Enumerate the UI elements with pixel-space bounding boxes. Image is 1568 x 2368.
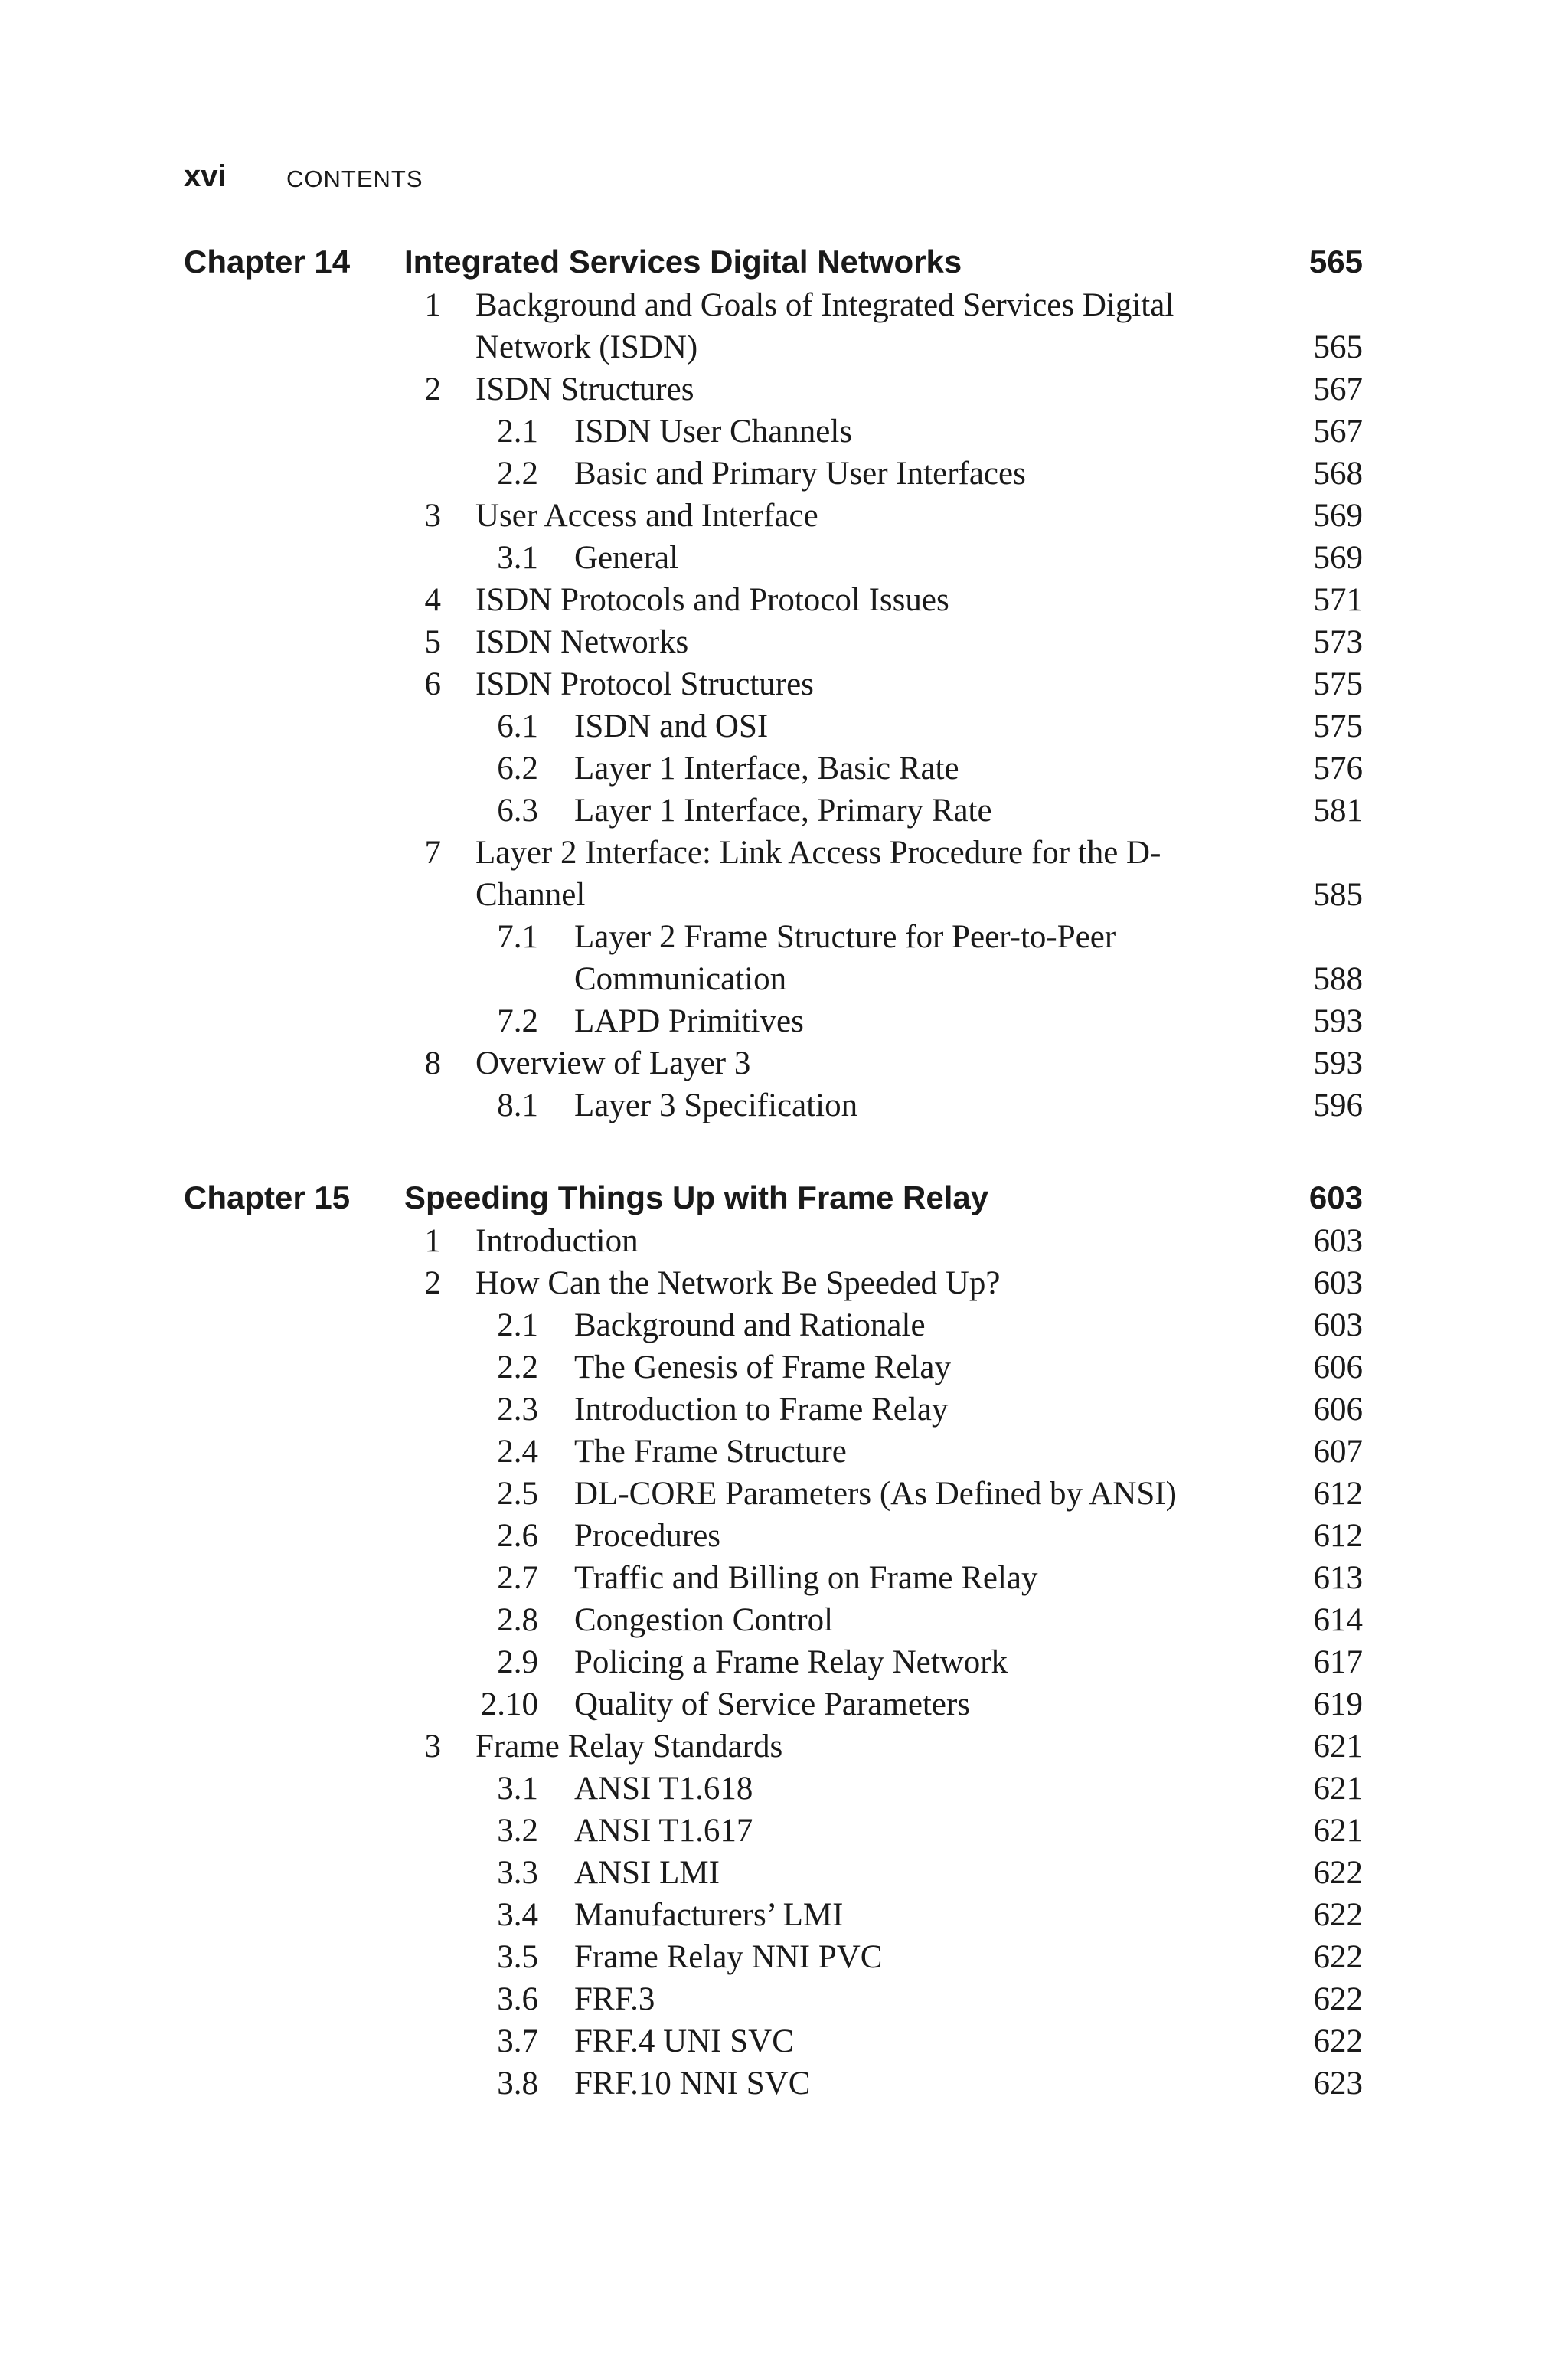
section-title: Layer 2 Frame Structure for Peer-to-Peer Communication bbox=[574, 919, 1116, 997]
toc-entry bbox=[0, 790, 1568, 832]
section-title: How Can the Network Be Speeded Up? bbox=[475, 1265, 1001, 1301]
section-page-number: 607 bbox=[1313, 1434, 1363, 1470]
section-number: 2 bbox=[424, 371, 441, 407]
section-page-number: 569 bbox=[1313, 498, 1363, 534]
toc-entry bbox=[0, 1084, 1568, 1127]
section-number: 2.9 bbox=[497, 1644, 538, 1680]
section-page-number: 603 bbox=[1313, 1307, 1363, 1343]
toc-entry bbox=[0, 1000, 1568, 1042]
section-page-number: 593 bbox=[1313, 1003, 1363, 1039]
section-page-number: 622 bbox=[1313, 1939, 1363, 1975]
chapter-heading bbox=[0, 240, 1568, 284]
toc-entry bbox=[0, 1346, 1568, 1388]
toc-entry bbox=[0, 495, 1568, 537]
section-number: 2.8 bbox=[497, 1602, 538, 1638]
section-page-number: 596 bbox=[1313, 1088, 1363, 1123]
section-number: 3.3 bbox=[497, 1855, 538, 1891]
section-number: 1 bbox=[424, 287, 441, 323]
toc-entry bbox=[0, 579, 1568, 621]
toc-entry bbox=[0, 368, 1568, 410]
section-title: DL-CORE Parameters (As Defined by ANSI) bbox=[574, 1476, 1177, 1512]
section-title: ANSI LMI bbox=[574, 1855, 720, 1891]
section-title: The Genesis of Frame Relay bbox=[574, 1349, 951, 1385]
section-title: ISDN Networks bbox=[475, 624, 689, 660]
section-title: Background and Rationale bbox=[574, 1307, 926, 1343]
section-number: 8.1 bbox=[497, 1088, 538, 1123]
section-number: 5 bbox=[424, 624, 441, 660]
section-title: Overview of Layer 3 bbox=[475, 1045, 751, 1081]
section-page-number: 622 bbox=[1313, 1855, 1363, 1891]
toc-entry bbox=[0, 832, 1568, 916]
toc-entry bbox=[0, 1768, 1568, 1810]
section-page-number: 569 bbox=[1313, 540, 1363, 576]
chapter-15-section bbox=[0, 1176, 1568, 2105]
toc-entry-list bbox=[0, 284, 1568, 1127]
toc-entry bbox=[0, 453, 1568, 495]
section-page-number: 565 bbox=[1313, 329, 1363, 365]
section-number: 6 bbox=[424, 666, 441, 702]
section-title: Introduction to Frame Relay bbox=[574, 1392, 949, 1428]
section-title: Quality of Service Parameters bbox=[574, 1686, 971, 1722]
chapter-heading bbox=[0, 1176, 1568, 1220]
section-number: 8 bbox=[424, 1045, 441, 1081]
toc-entry bbox=[0, 621, 1568, 663]
section-number: 3.6 bbox=[497, 1981, 538, 2017]
section-number: 6.3 bbox=[497, 793, 538, 829]
section-number: 3.4 bbox=[497, 1897, 538, 1933]
section-number: 3.7 bbox=[497, 2023, 538, 2059]
section-number: 2.6 bbox=[497, 1518, 538, 1554]
chapter-14-section bbox=[0, 240, 1568, 1127]
section-page-number: 568 bbox=[1313, 456, 1363, 492]
section-title: Frame Relay Standards bbox=[475, 1729, 783, 1765]
section-title: Policing a Frame Relay Network bbox=[574, 1644, 1008, 1680]
section-number: 3 bbox=[424, 498, 441, 534]
section-page-number: 622 bbox=[1313, 1897, 1363, 1933]
section-title: ISDN and OSI bbox=[574, 708, 769, 744]
toc-entry bbox=[0, 1725, 1568, 1768]
toc-entry bbox=[0, 1042, 1568, 1084]
section-title: ANSI T1.617 bbox=[574, 1813, 753, 1849]
toc-entry bbox=[0, 2020, 1568, 2062]
section-title: ISDN Structures bbox=[475, 371, 694, 407]
section-title: Layer 3 Specification bbox=[574, 1088, 858, 1123]
section-title: Introduction bbox=[475, 1223, 639, 1259]
section-number: 3.1 bbox=[497, 1771, 538, 1807]
page-number: xvi bbox=[184, 159, 227, 193]
section-title: Layer 1 Interface, Basic Rate bbox=[574, 751, 959, 787]
section-page-number: 585 bbox=[1313, 877, 1363, 913]
toc-entry bbox=[0, 1641, 1568, 1683]
section-title: Traffic and Billing on Frame Relay bbox=[574, 1560, 1038, 1596]
section-page-number: 575 bbox=[1313, 708, 1363, 744]
section-title: The Frame Structure bbox=[574, 1434, 847, 1470]
section-number: 2.2 bbox=[497, 456, 538, 492]
section-page-number: 571 bbox=[1313, 582, 1363, 618]
section-title: Layer 2 Interface: Link Access Procedure for the D-Channel bbox=[475, 835, 1161, 913]
section-page-number: 588 bbox=[1313, 961, 1363, 997]
section-number: 2.5 bbox=[497, 1476, 538, 1512]
toc-entry bbox=[0, 1978, 1568, 2020]
section-page-number: 567 bbox=[1313, 371, 1363, 407]
toc-entry bbox=[0, 1683, 1568, 1725]
section-number: 1 bbox=[424, 1223, 441, 1259]
section-number: 7.2 bbox=[497, 1003, 538, 1039]
section-number: 7 bbox=[424, 835, 441, 871]
section-page-number: 623 bbox=[1313, 2065, 1363, 2101]
section-number: 3.1 bbox=[497, 540, 538, 576]
section-page-number: 575 bbox=[1313, 666, 1363, 702]
section-page-number: 621 bbox=[1313, 1813, 1363, 1849]
toc-entry bbox=[0, 916, 1568, 1000]
section-page-number: 606 bbox=[1313, 1392, 1363, 1428]
section-page-number: 593 bbox=[1313, 1045, 1363, 1081]
section-title: General bbox=[574, 540, 679, 576]
section-title: Manufacturers’ LMI bbox=[574, 1897, 844, 1933]
toc-entry bbox=[0, 410, 1568, 453]
toc-entry bbox=[0, 1515, 1568, 1557]
section-title: ISDN Protocol Structures bbox=[475, 666, 814, 702]
section-title: ISDN User Channels bbox=[574, 414, 853, 450]
toc-entry-list bbox=[0, 1220, 1568, 2105]
toc-entry bbox=[0, 284, 1568, 368]
section-page-number: 613 bbox=[1313, 1560, 1363, 1596]
section-title: User Access and Interface bbox=[475, 498, 818, 534]
section-title: Background and Goals of Integrated Services Digital Network (ISDN) bbox=[475, 287, 1174, 365]
section-page-number: 622 bbox=[1313, 2023, 1363, 2059]
section-page-number: 603 bbox=[1313, 1223, 1363, 1259]
section-page-number: 619 bbox=[1313, 1686, 1363, 1722]
section-title: Layer 1 Interface, Primary Rate bbox=[574, 793, 992, 829]
section-title: Basic and Primary User Interfaces bbox=[574, 456, 1026, 492]
toc-entry bbox=[0, 1936, 1568, 1978]
toc-entry bbox=[0, 1557, 1568, 1599]
section-number: 2.2 bbox=[497, 1349, 538, 1385]
section-title: LAPD Primitives bbox=[574, 1003, 804, 1039]
section-page-number: 576 bbox=[1313, 751, 1363, 787]
section-page-number: 621 bbox=[1313, 1771, 1363, 1807]
section-title: Congestion Control bbox=[574, 1602, 834, 1638]
section-title: FRF.10 NNI SVC bbox=[574, 2065, 811, 2101]
section-page-number: 567 bbox=[1313, 414, 1363, 450]
toc-entry bbox=[0, 705, 1568, 747]
section-title: FRF.3 bbox=[574, 1981, 655, 2017]
section-number: 3.8 bbox=[497, 2065, 538, 2101]
section-page-number: 581 bbox=[1313, 793, 1363, 829]
section-page-number: 573 bbox=[1313, 624, 1363, 660]
section-number: 2.4 bbox=[497, 1434, 538, 1470]
toc-entry bbox=[0, 1304, 1568, 1346]
toc-entry bbox=[0, 1473, 1568, 1515]
section-title: Procedures bbox=[574, 1518, 721, 1554]
section-number: 2.7 bbox=[497, 1560, 538, 1596]
section-number: 3.2 bbox=[497, 1813, 538, 1849]
section-page-number: 614 bbox=[1313, 1602, 1363, 1638]
section-number: 2.1 bbox=[497, 414, 538, 450]
section-number: 7.1 bbox=[497, 919, 538, 955]
section-page-number: 617 bbox=[1313, 1644, 1363, 1680]
section-page-number: 612 bbox=[1313, 1476, 1363, 1512]
toc-entry bbox=[0, 1599, 1568, 1641]
section-number: 2.10 bbox=[480, 1686, 538, 1722]
section-page-number: 606 bbox=[1313, 1349, 1363, 1385]
toc-entry bbox=[0, 1220, 1568, 1262]
section-page-number: 622 bbox=[1313, 1981, 1363, 2017]
section-title: Frame Relay NNI PVC bbox=[574, 1939, 883, 1975]
section-title: ANSI T1.618 bbox=[574, 1771, 753, 1807]
section-number: 6.1 bbox=[497, 708, 538, 744]
section-number: 2 bbox=[424, 1265, 441, 1301]
chapter-page-number: 603 bbox=[1308, 1179, 1363, 1215]
chapter-title: Integrated Services Digital Networks bbox=[404, 244, 962, 280]
section-number: 3.5 bbox=[497, 1939, 538, 1975]
chapter-page-number: 565 bbox=[1308, 244, 1363, 280]
toc-entry bbox=[0, 663, 1568, 705]
toc-entry bbox=[0, 1262, 1568, 1304]
section-title: ISDN Protocols and Protocol Issues bbox=[475, 582, 949, 618]
toc-entry bbox=[0, 1852, 1568, 1894]
toc-entry bbox=[0, 1810, 1568, 1852]
running-head: CONTENTS bbox=[286, 165, 423, 192]
toc-entry bbox=[0, 1894, 1568, 1936]
section-number: 4 bbox=[424, 582, 441, 618]
toc-entry bbox=[0, 537, 1568, 579]
section-page-number: 603 bbox=[1313, 1265, 1363, 1301]
section-number: 2.1 bbox=[497, 1307, 538, 1343]
section-title: FRF.4 UNI SVC bbox=[574, 2023, 794, 2059]
toc-entry bbox=[0, 1431, 1568, 1473]
chapter-label: Chapter 14 bbox=[184, 244, 351, 280]
section-page-number: 612 bbox=[1313, 1518, 1363, 1554]
chapter-title: Speeding Things Up with Frame Relay bbox=[404, 1179, 989, 1215]
chapter-label: Chapter 15 bbox=[184, 1179, 351, 1215]
toc-entry bbox=[0, 747, 1568, 790]
section-number: 6.2 bbox=[497, 751, 538, 787]
section-number: 3 bbox=[424, 1729, 441, 1765]
toc-entry bbox=[0, 1388, 1568, 1431]
toc-entry bbox=[0, 2062, 1568, 2105]
section-number: 2.3 bbox=[497, 1392, 538, 1428]
section-page-number: 621 bbox=[1313, 1729, 1363, 1765]
